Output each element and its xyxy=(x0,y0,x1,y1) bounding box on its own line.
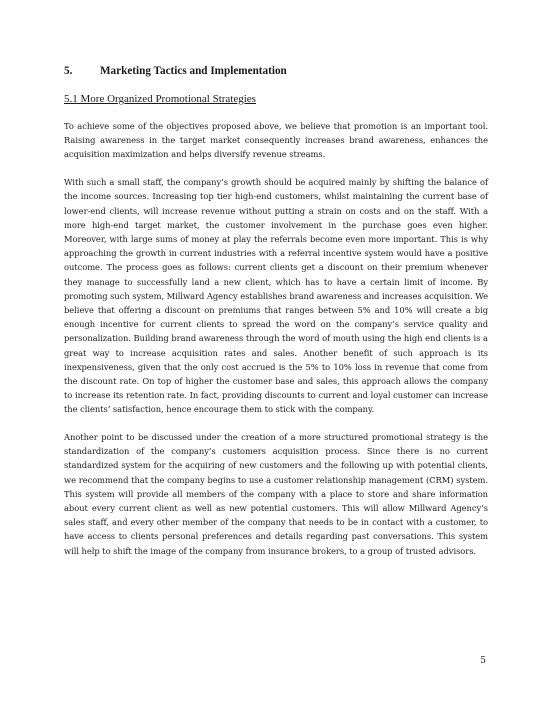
paragraph-crm-system: Another point to be discussed under the creation of a more structured promotional strategy is the standardization of the company’s customers acquisition process. Since there is no current standardized system for the acquiring of new customers and the following up with potential clients, we recommend that the company begins to use a customer relationship management (CRM) system. This system will provide all members of the company with a place to store and share information about every current client as well as new potential customers. This will allow Millward Agency’s sales staff, and every other member of the company that needs to be in contact with a customer, to have access to clients personal preferences and details regarding past conversations. This system will help to shift the image of the company from insurance brokers, to a group of trusted advisors. xyxy=(64,432,488,556)
section-number: 5. xyxy=(64,65,73,77)
subsection-title: 5.1 More Organized Promotional Strategies xyxy=(64,93,256,105)
section-title: Marketing Tactics and Implementation xyxy=(100,65,287,77)
page-content xyxy=(64,64,488,571)
section-heading xyxy=(64,64,488,78)
paragraph-intro: To achieve some of the objectives proposed above, we believe that promotion is an important tool. Raising awareness in the target market consequently increases brand awareness, enhances the acquisition maximization and helps diversify revenue streams. xyxy=(64,121,488,160)
paragraph-referral-incentive: With such a small staff, the company’s growth should be acquired mainly by shifting the balance of the income sources. Increasing top tier high-end customers, whilst maintaining the current base of lower-end clients, will increase revenue without putting a strain on costs and on the staff. With a more high-end target market, the customer involvement in the purchase goes even higher. Moreover, with large sums of money at play the referrals become even more important. This is why approaching the growth in current industries with a referral incentive system would have a positive outcome. The process goes as follows: current clients get a discount on their premium whenever they manage to successfully land a new client, which has to have a certain limit of income. By promoting such system, Millward Agency establishes brand awareness and increases acquisition. We believe that offering a discount on premiums that ranges between 5% and 10% will create a big enough incentive for current clients to spread the word on the company’s service quality and personalization. Building brand awareness through the word of mouth using the high end clients is a great way to increase acquisition rates and sales. Another benefit of such approach is its inexpensiveness, given that the only cost accrued is the 5% to 10% loss in revenue that come from the discount rate. On top of higher the customer base and sales, this approach allows the company to increase its retention rate. In fact, providing discounts to current and loyal customer can increase the clients’ satisfaction, hence encourage them to stick with the company. xyxy=(64,177,488,415)
page-number: 5 xyxy=(480,656,486,666)
